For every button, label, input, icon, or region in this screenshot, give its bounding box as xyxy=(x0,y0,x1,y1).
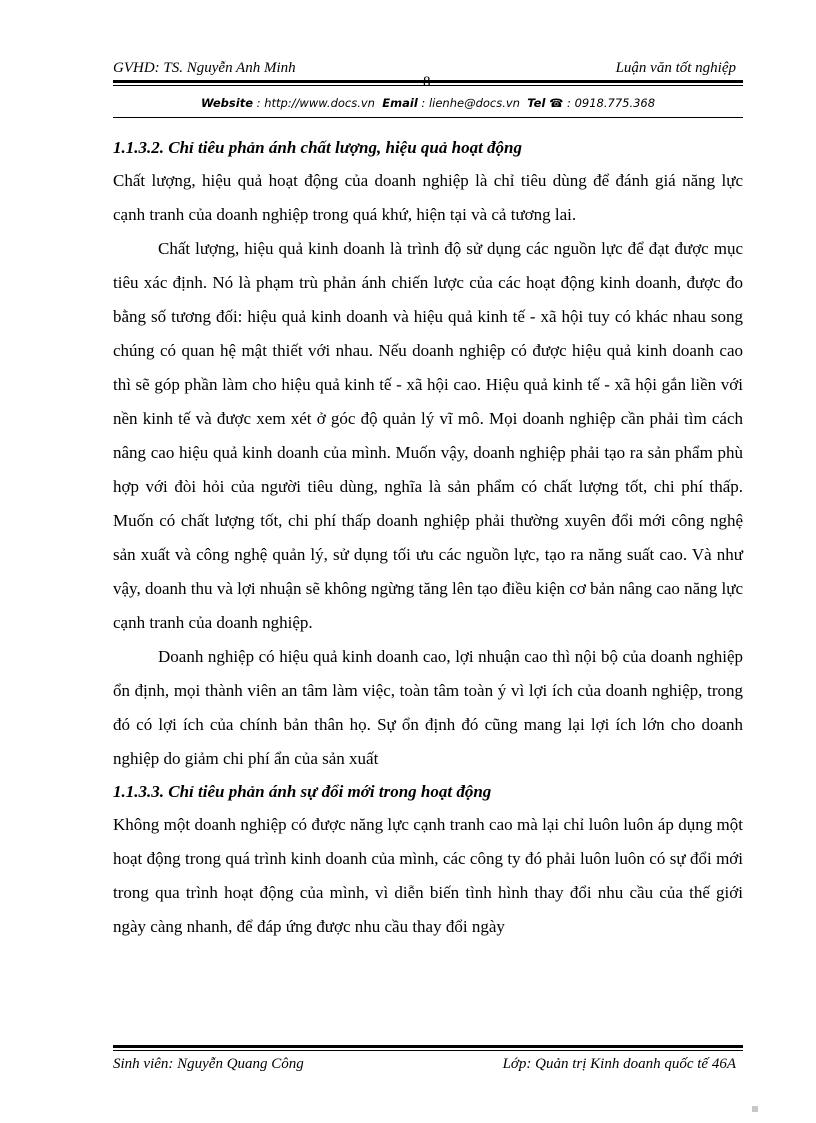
phone-icon: ☎ xyxy=(549,96,564,110)
header-document-type: Luận văn tốt nghiệp xyxy=(615,60,736,76)
paragraph-2: Chất lượng, hiệu quả kinh doanh là trình độ sử dụng các nguồn lực để đạt được mục tiêu xác định. Nó là phạm trù phản ánh chiến lược của các hoạt động kinh doanh, được đo bằng số tương đối: hiệu quả kinh doanh và hiệu quả kinh tế - xã hội tuy có khác nhau song chúng có quan hệ mật thiết với nhau. Nếu doanh nghiệp có được hiệu quả kinh doanh cao thì sẽ góp phần làm cho hiệu quả kinh tế - xã hội cao. Hiệu quả kinh tế - xã hội gắn liền với nền kinh tế và được xem xét ở góc độ quản lý vĩ mô. Mọi doanh nghiệp cần phải tìm cách nâng cao hiệu quả kinh doanh của mình. Muốn vậy, doanh nghiệp phải tạo ra sản phẩm phù hợp với đòi hỏi của người tiêu dùng, nghĩa là sản phẩm có chất lượng tốt, chi phí thấp. Muốn có chất lượng tốt, chi phí thấp doanh nghiệp phải thường xuyên đổi mới công nghệ sản xuất và công nghệ quản lý, sử dụng tối ưu các nguồn lực, tạo ra năng suất cao. Và như vậy, doanh thu và lợi nhuận sẽ không ngừng tăng lên tạo điều kiện cơ bản nâng cao năng lực cạnh tranh của doanh nghiệp. xyxy=(113,239,743,632)
paragraph-3: Doanh nghiệp có hiệu quả kinh doanh cao, lợi nhuận cao thì nội bộ của doanh nghiệp ổn định, mọi thành viên an tâm làm việc, toàn tâm toàn ý vì lợi ích của doanh nghiệp, trong đó có lợi ích của chính bản thân họ. Sự ổn định đó cũng mang lại lợi ích lớn cho doanh nghiệp do giảm chi phí ẩn của sản xuất xyxy=(113,647,743,768)
section-heading-1-1-3-3: 1.1.3.3. Chỉ tiêu phản ánh sự đổi mới trong hoạt động xyxy=(113,782,492,801)
header-advisor: GVHD: TS. Nguyễn Anh Minh xyxy=(113,60,296,76)
footer-rule-thick xyxy=(113,1045,743,1048)
body-content xyxy=(113,132,743,944)
tel-value: : 0918.775.368 xyxy=(567,96,656,110)
website-contact-line xyxy=(113,96,743,110)
email-value: : lienhe@docs.vn xyxy=(421,96,520,110)
paragraph-1: Chất lượng, hiệu quả hoạt động của doanh nghiệp là chỉ tiêu dùng để đánh giá năng lực cạnh tranh của doanh nghiệp trong quá khứ, hiện tại và cả tương lai. xyxy=(113,171,743,224)
footer-class: Lớp: Quản trị Kinh doanh quốc tế 46A xyxy=(502,1056,736,1072)
header-rule-thin xyxy=(113,85,743,86)
footer-rule-thin xyxy=(113,1050,743,1051)
tel-label: Tel xyxy=(527,96,546,110)
website-label: Website xyxy=(200,96,254,110)
corner-mark xyxy=(752,1106,758,1112)
header-rule-thick xyxy=(113,80,743,83)
footer-student: Sinh viên: Nguyễn Quang Công xyxy=(113,1056,304,1072)
section-heading-1-1-3-2: 1.1.3.2. Chỉ tiêu phản ánh chất lượng, hiệu quả hoạt động xyxy=(113,138,523,157)
paragraph-4: Không một doanh nghiệp có được năng lực cạnh tranh cao mà lại chỉ luôn luôn áp dụng một hoạt động trong quá trình kinh doanh của mình, các công ty đó phải luôn luôn có sự đổi mới trong qua trình hoạt động của mình, vì diễn biến tình hình thay đổi nhu cầu của thế giới ngày càng nhanh, để đáp ứng được nhu cầu thay đổi ngày xyxy=(113,815,743,936)
website-value: : http://www.docs.vn xyxy=(256,96,375,110)
email-label: Email xyxy=(382,96,418,110)
website-rule xyxy=(113,117,743,118)
